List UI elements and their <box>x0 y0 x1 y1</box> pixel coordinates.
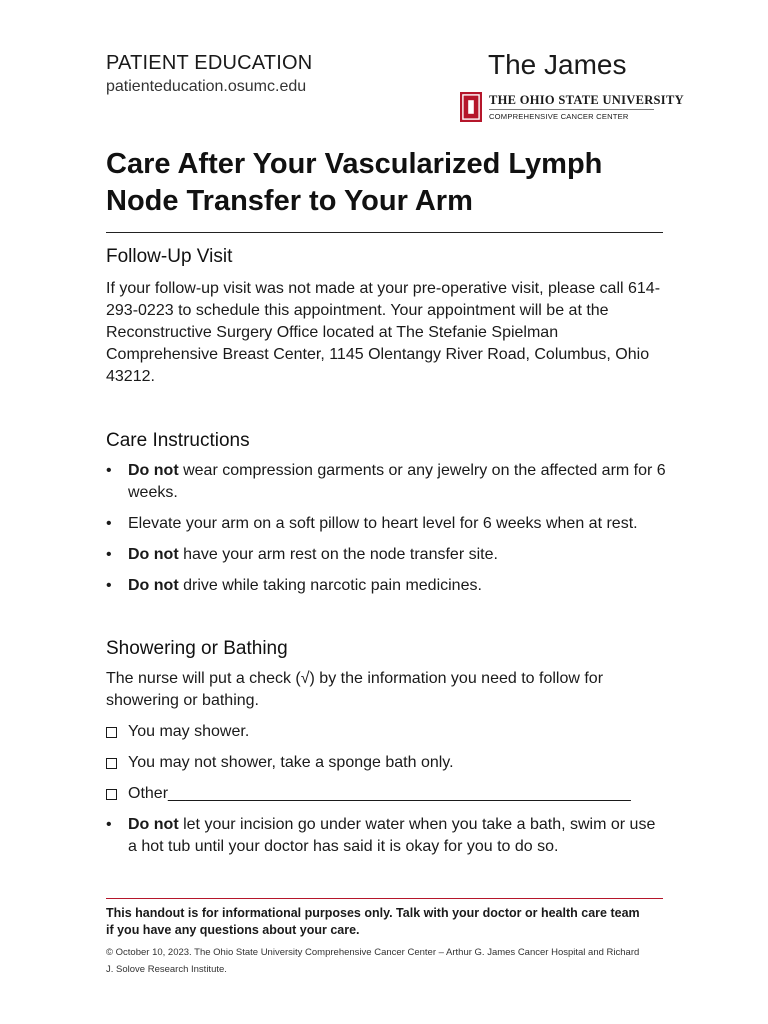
followup-section <box>106 244 666 388</box>
care-list <box>106 460 666 597</box>
checkbox-icon <box>106 758 117 769</box>
checkbox-icon <box>106 789 117 800</box>
patient-education-label: PATIENT EDUCATION <box>106 52 313 74</box>
checkbox-option <box>106 752 666 774</box>
care-heading: Care Instructions <box>106 430 250 451</box>
checkbox-option <box>106 721 666 743</box>
shower-intro: The nurse will put a check (√) by the information you need to follow for showering or bathing. <box>106 670 604 709</box>
shower-section <box>106 636 666 858</box>
list-item <box>106 575 666 597</box>
list-item-text: Elevate your arm on a soft pillow to heart level for 6 weeks when at rest. <box>128 515 638 532</box>
checkbox-label: You may not shower, take a sponge bath only. <box>128 754 454 771</box>
list-item <box>106 544 666 566</box>
checkbox-icon <box>106 727 117 738</box>
footer-disclaimer: This handout is for informational purposes only. Talk with your doctor or health care team if you have any questions about your care. <box>106 906 640 937</box>
logo-divider <box>489 109 654 110</box>
shower-heading: Showering or Bathing <box>106 638 288 659</box>
list-item-text: drive while taking narcotic pain medicines. <box>178 577 482 594</box>
shower-note-list <box>106 814 666 858</box>
emphasis: Do not <box>128 462 179 479</box>
emphasis: Do not <box>128 546 179 563</box>
list-item <box>106 460 666 504</box>
emphasis: Do not <box>128 816 179 833</box>
care-section <box>106 428 666 597</box>
the-james-logo <box>455 48 684 130</box>
footer-divider <box>106 898 663 899</box>
list-item-text: have your arm rest on the node transfer site. <box>178 546 498 563</box>
list-item-text: wear compression garments or any jewelry on the affected arm for 6 weeks. <box>128 462 666 501</box>
logo-center-text: COMPREHENSIVE CANCER CENTER <box>489 112 629 121</box>
document-body <box>106 244 666 867</box>
checkbox-option <box>106 783 666 805</box>
header <box>106 51 312 97</box>
checkbox-label: You may shower. <box>128 723 250 740</box>
list-item-text: let your incision go under water when you take a bath, swim or use a hot tub until your doctor has said it is okay for you to do so. <box>128 816 656 855</box>
emphasis: Do not <box>128 577 179 594</box>
list-item <box>106 513 666 535</box>
block-o-icon <box>460 92 482 122</box>
footer-copyright: © October 10, 2023. The Ohio State University Comprehensive Cancer Center – Arthur G. James Cancer Hospital and Richard J. Solove Research Institute. <box>106 947 640 975</box>
logo-university-text: THE OHIO STATE UNIVERSITY <box>489 93 684 107</box>
title-divider <box>106 232 663 233</box>
document-title: Care After Your Vascularized Lymph Node Transfer to Your Arm <box>106 148 603 217</box>
followup-heading: Follow-Up Visit <box>106 246 233 267</box>
logo-james-text: The James <box>488 49 627 80</box>
patient-education-url: patienteducation.osumc.edu <box>106 78 307 95</box>
checkbox-label: Other____________________________________________________ <box>128 785 631 802</box>
shower-options <box>106 721 666 805</box>
list-item <box>106 814 666 858</box>
followup-body: If your follow-up visit was not made at your pre-operative visit, please call 614-293-0223 to schedule this appointment. Your appointment will be at the Reconstructive Surgery Office located at The Stefanie Spielman Comprehensive Breast Center, 1145 Olentangy River Road, Columbus, Ohio 43212. <box>106 280 661 385</box>
